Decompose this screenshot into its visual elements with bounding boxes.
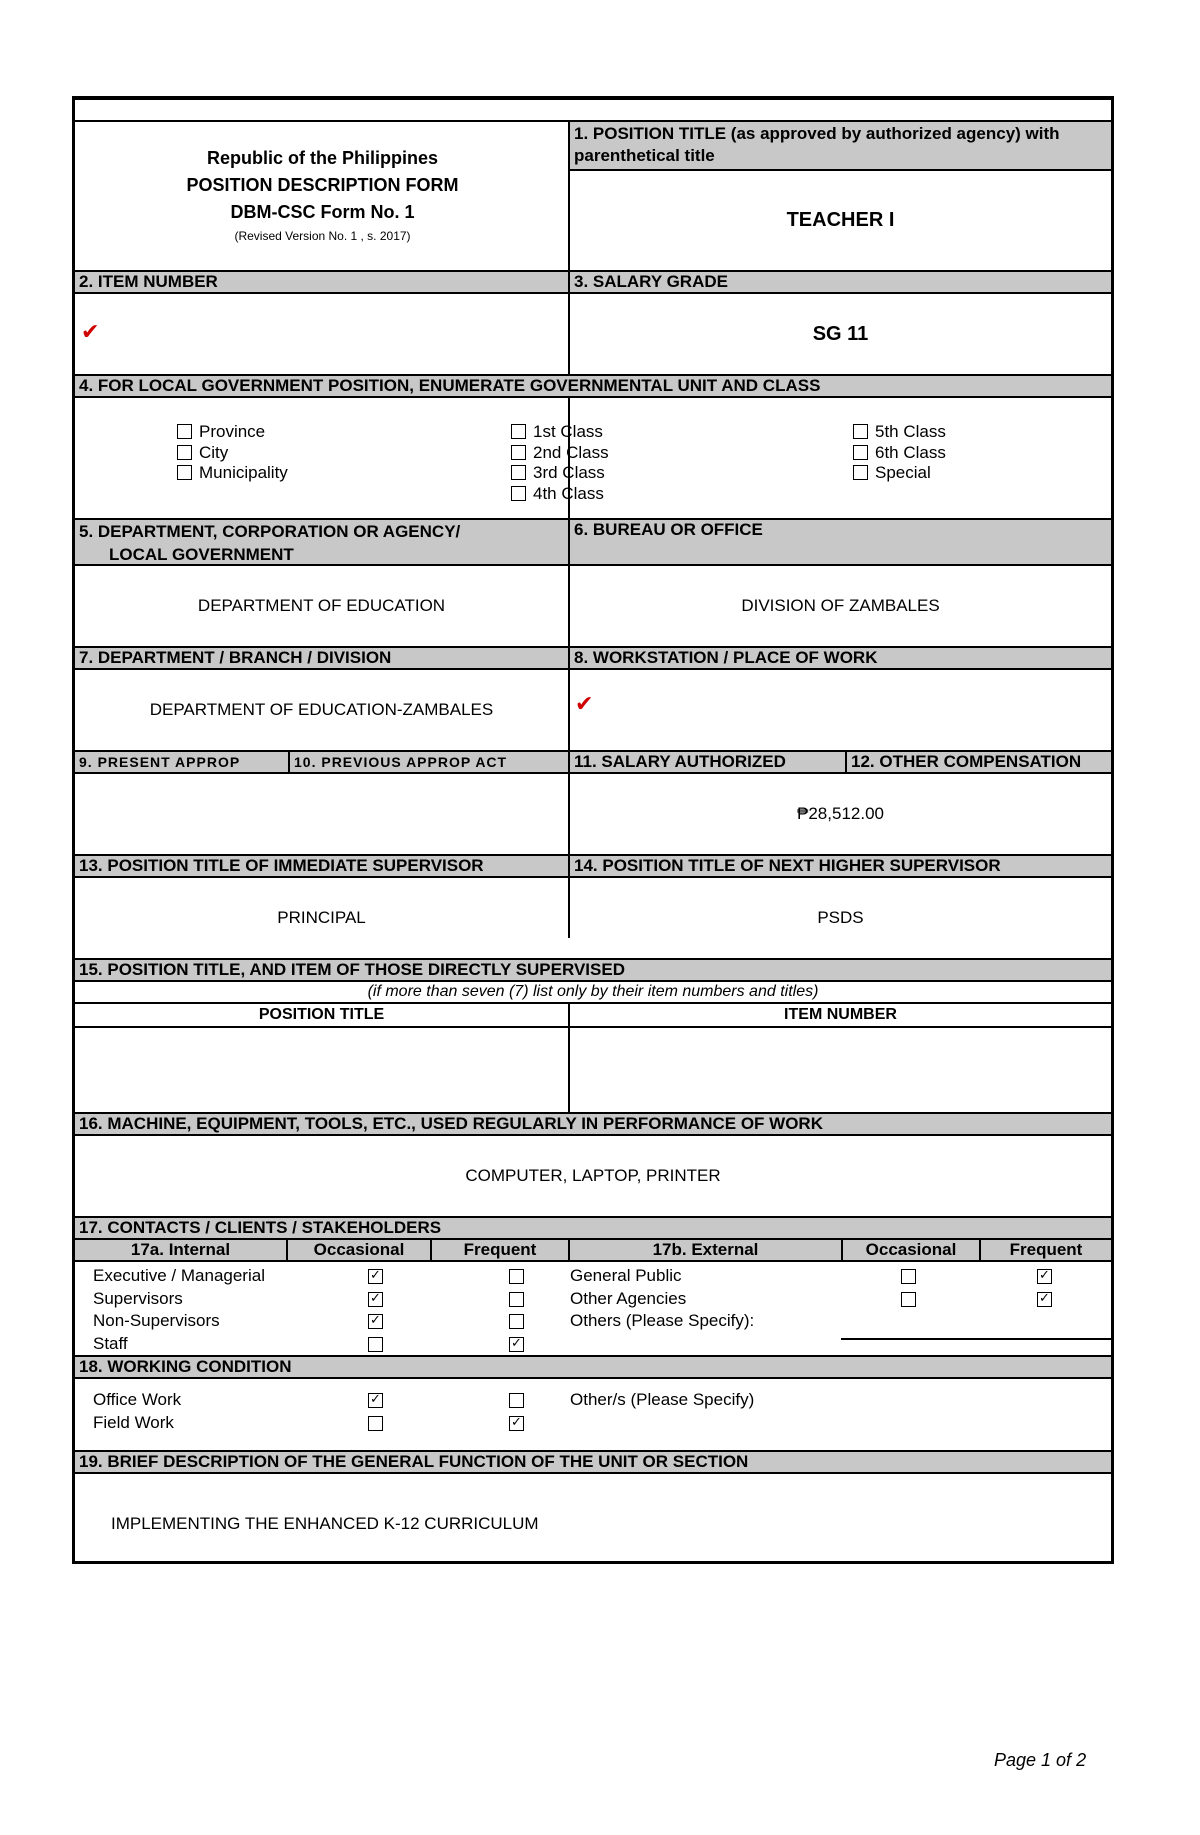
external-contact-label: General Public [570,1266,682,1285]
section-18-label: 18. WORKING CONDITION [75,1355,1111,1379]
section-11-label: 11. SALARY AUTHORIZED [570,750,845,774]
branch-division-value: DEPARTMENT OF EDUCATION-ZAMBALES [149,700,494,719]
section-2-label: 2. ITEM NUMBER [75,270,568,294]
internal-header: 17a. Internal [130,1240,231,1259]
working-frequent-checkbox[interactable]: ✓ [509,1416,524,1431]
working-condition-label: Field Work [93,1413,174,1432]
lgu-option-label: Province [199,422,266,441]
form-header [75,120,570,270]
internal-occasional-checkbox[interactable]: ✓ [368,1292,383,1307]
lgu-option-checkbox[interactable] [511,465,526,480]
section-17-label: 17. CONTACTS / CLIENTS / STAKEHOLDERS [75,1216,1111,1240]
section-17-subheader [75,1240,1111,1262]
salary-grade-value: SG 11 [812,322,869,345]
external-contact-label: Others (Please Specify): [570,1311,755,1330]
item-number-check-icon: ✔ [81,320,100,345]
internal-occasional-checkbox[interactable] [368,1337,383,1352]
section-6-label: 6. BUREAU OR OFFICE [570,518,1111,566]
section-19-label: 19. BRIEF DESCRIPTION OF THE GENERAL FUNCTION OF THE UNIT OR SECTION [75,1450,1111,1474]
immediate-supervisor-value: PRINCIPAL [277,908,366,927]
section-10-label: 10. PREVIOUS APPROP ACT [288,750,568,774]
lgu-option-checkbox[interactable] [177,424,192,439]
working-frequent-checkbox[interactable] [509,1393,524,1408]
header-form-title: POSITION DESCRIPTION FORM [186,174,459,195]
internal-contact-label: Non-Supervisors [93,1311,220,1330]
external-occasional-checkbox[interactable] [901,1292,916,1307]
lgu-option-label: Municipality [199,463,288,482]
internal-occasional-checkbox[interactable]: ✓ [368,1269,383,1284]
section-16-label: 16. MACHINE, EQUIPMENT, TOOLS, ETC., USED REGULARLY IN PERFORMANCE OF WORK [75,1112,1111,1136]
working-condition-other: Other/s (Please Specify) [570,1390,755,1409]
external-occasional-checkbox[interactable] [901,1269,916,1284]
section-1-label: 1. POSITION TITLE (as approved by authorized agency) with parenthetical title [570,120,1111,171]
section-13-label: 13. POSITION TITLE OF IMMEDIATE SUPERVISOR [75,854,568,878]
section-3-label: 3. SALARY GRADE [570,270,1111,294]
internal-frequent-checkbox[interactable] [509,1292,524,1307]
lgu-option-label: Special [875,463,931,482]
internal-contact-label: Staff [93,1333,128,1353]
lgu-option-checkbox[interactable] [511,424,526,439]
section-4-label: 4. FOR LOCAL GOVERNMENT POSITION, ENUMERATE GOVERNMENTAL UNIT AND CLASS [75,374,1111,398]
lgu-option-label: 1st Class [533,422,603,441]
lgu-option-label: 2nd Class [533,442,609,462]
header-form-number: DBM-CSC Form No. 1 [230,201,415,222]
lgu-option-label: City [199,442,229,462]
internal-frequent-checkbox[interactable]: ✓ [509,1337,524,1352]
lgu-option-checkbox[interactable] [853,445,868,460]
working-condition-label: Office Work [93,1390,182,1409]
working-occasional-checkbox[interactable] [368,1416,383,1431]
lgu-option-label: 4th Class [533,483,604,503]
salary-authorized-value: ₱28,512.00 [797,804,884,823]
lgu-option-checkbox[interactable] [853,424,868,439]
next-higher-supervisor-value: PSDS [817,908,864,927]
external-occasional-header: Occasional [841,1240,979,1260]
section-7-label: 7. DEPARTMENT / BRANCH / DIVISION [75,646,568,670]
col-item-number: ITEM NUMBER [570,1004,1111,1028]
lgu-option-checkbox[interactable] [511,486,526,501]
section-5-label [75,518,568,566]
internal-occasional-checkbox[interactable]: ✓ [368,1314,383,1329]
section-14-label: 14. POSITION TITLE OF NEXT HIGHER SUPERVISOR [570,854,1111,878]
section-5-label-line1: 5. DEPARTMENT, CORPORATION OR AGENCY/ [79,522,461,541]
col-position-title: POSITION TITLE [75,1004,568,1028]
general-function-value: IMPLEMENTING THE ENHANCED K-12 CURRICULUM [111,1514,539,1533]
section-12-label: 12. OTHER COMPENSATION [845,750,1111,774]
section-8-label: 8. WORKSTATION / PLACE OF WORK [570,646,1111,670]
section-5-label-line2: LOCAL GOVERNMENT [109,545,294,564]
lgu-option-label: 5th Class [875,422,946,441]
header-revision: (Revised Version No. 1 , s. 2017) [234,228,411,243]
lgu-option-checkbox[interactable] [177,445,192,460]
lgu-option-checkbox[interactable] [511,445,526,460]
section-15-note: (if more than seven (7) list only by their item numbers and titles) [75,982,1111,1004]
external-contact-label: Other Agencies [570,1288,687,1308]
external-header: 17b. External [568,1240,841,1260]
department-value: DEPARTMENT OF EDUCATION [197,596,446,615]
workstation-check-icon: ✔ [575,692,594,717]
section-9-label: 9. PRESENT APPROP [75,750,288,774]
page-number: Page 1 of 2 [994,1750,1087,1770]
external-frequent-checkbox[interactable]: ✓ [1037,1292,1052,1307]
equipment-value: COMPUTER, LAPTOP, PRINTER [465,1166,721,1185]
internal-contact-label: Executive / Managerial [93,1266,265,1285]
section-15-label: 15. POSITION TITLE, AND ITEM OF THOSE DIRECTLY SUPERVISED [75,958,1111,982]
lgu-option-checkbox[interactable] [177,465,192,480]
working-occasional-checkbox[interactable]: ✓ [368,1393,383,1408]
position-description-form [72,96,1114,1564]
lgu-option-checkbox[interactable] [853,465,868,480]
external-frequent-header: Frequent [979,1240,1111,1260]
position-title-value: TEACHER I [786,209,895,231]
header-republic: Republic of the Philippines [206,147,438,168]
internal-contact-label: Supervisors [93,1288,183,1308]
internal-frequent-header: Frequent [430,1240,568,1260]
internal-frequent-checkbox[interactable] [509,1314,524,1329]
internal-frequent-checkbox[interactable] [509,1269,524,1284]
bureau-value: DIVISION OF ZAMBALES [741,596,940,615]
internal-occasional-header: Occasional [286,1240,430,1260]
external-frequent-checkbox[interactable]: ✓ [1037,1269,1052,1284]
others-specify-line [841,1338,1111,1340]
lgu-option-label: 3rd Class [533,463,605,482]
lgu-option-label: 6th Class [875,442,946,462]
